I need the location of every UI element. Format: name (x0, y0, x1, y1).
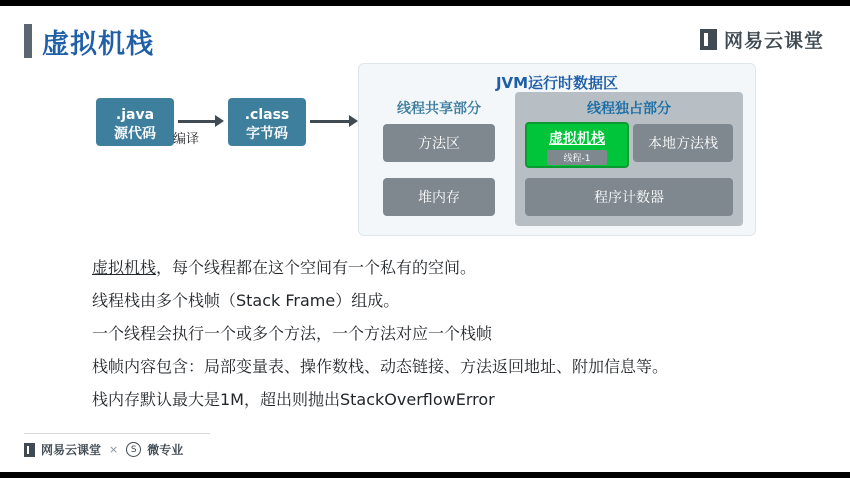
body-line-1 (92, 251, 792, 284)
java-source-node (96, 98, 174, 146)
footer-divider (24, 433, 210, 434)
footer-circle-icon: S (126, 442, 141, 457)
body-line-1-rest: ，每个线程都在这个空间有一个私有的空间。 (156, 258, 477, 277)
footer-partner-label: 微专业 (147, 443, 184, 457)
box-native-method-stack: 本地方法栈 (633, 124, 733, 162)
footer-separator: × (109, 443, 119, 456)
body-line-2: 线程栈由多个栈帧（Stack Frame）组成。 (92, 291, 400, 310)
footer-brand (24, 441, 183, 458)
body-line-3: 一个线程会执行一个或多个方法，一个方法对应一个栈帧 (92, 324, 493, 343)
page-title: 虚拟机栈 (42, 29, 154, 60)
class-bytecode-node (228, 98, 306, 146)
box-method-area: 方法区 (383, 124, 495, 162)
class-line2: 字节码 (246, 126, 288, 142)
vm-stack-label: 虚拟机栈 (549, 131, 605, 147)
jvm-runtime-data-area (358, 63, 756, 236)
body-text (92, 251, 792, 416)
box-program-counter: 程序计数器 (525, 178, 733, 216)
compile-label: 编译 (173, 132, 200, 147)
vm-stack-thread-badge: 线程-1 (547, 150, 607, 165)
java-source-line2: 源代码 (114, 126, 156, 142)
body-line-5: 栈内存默认最大是1M，超出则抛出StackOverflowError (92, 390, 495, 409)
jvm-diagram (0, 6, 850, 246)
java-source-line1: .java (115, 107, 155, 123)
body-line-4: 栈帧内容包含：局部变量表、操作数栈、动态链接、方法返回地址、附加信息等。 (92, 357, 669, 376)
brand-label: 网易云课堂 (723, 30, 824, 52)
compile-arrow-icon (178, 118, 224, 125)
shared-column-title: 线程共享部分 (397, 101, 481, 117)
load-arrow-icon (310, 118, 358, 125)
body-line-1-link: 虚拟机栈 (92, 258, 157, 277)
jvm-panel-title: JVM运行时数据区 (495, 74, 619, 92)
footer-brand-mark-icon (24, 443, 35, 457)
slide (0, 6, 850, 472)
class-line1: .class (244, 107, 290, 123)
box-heap: 堆内存 (383, 178, 495, 216)
footer-brand-label: 网易云课堂 (41, 443, 102, 457)
private-column-title: 线程独占部分 (587, 101, 671, 117)
box-vm-stack (525, 122, 629, 168)
